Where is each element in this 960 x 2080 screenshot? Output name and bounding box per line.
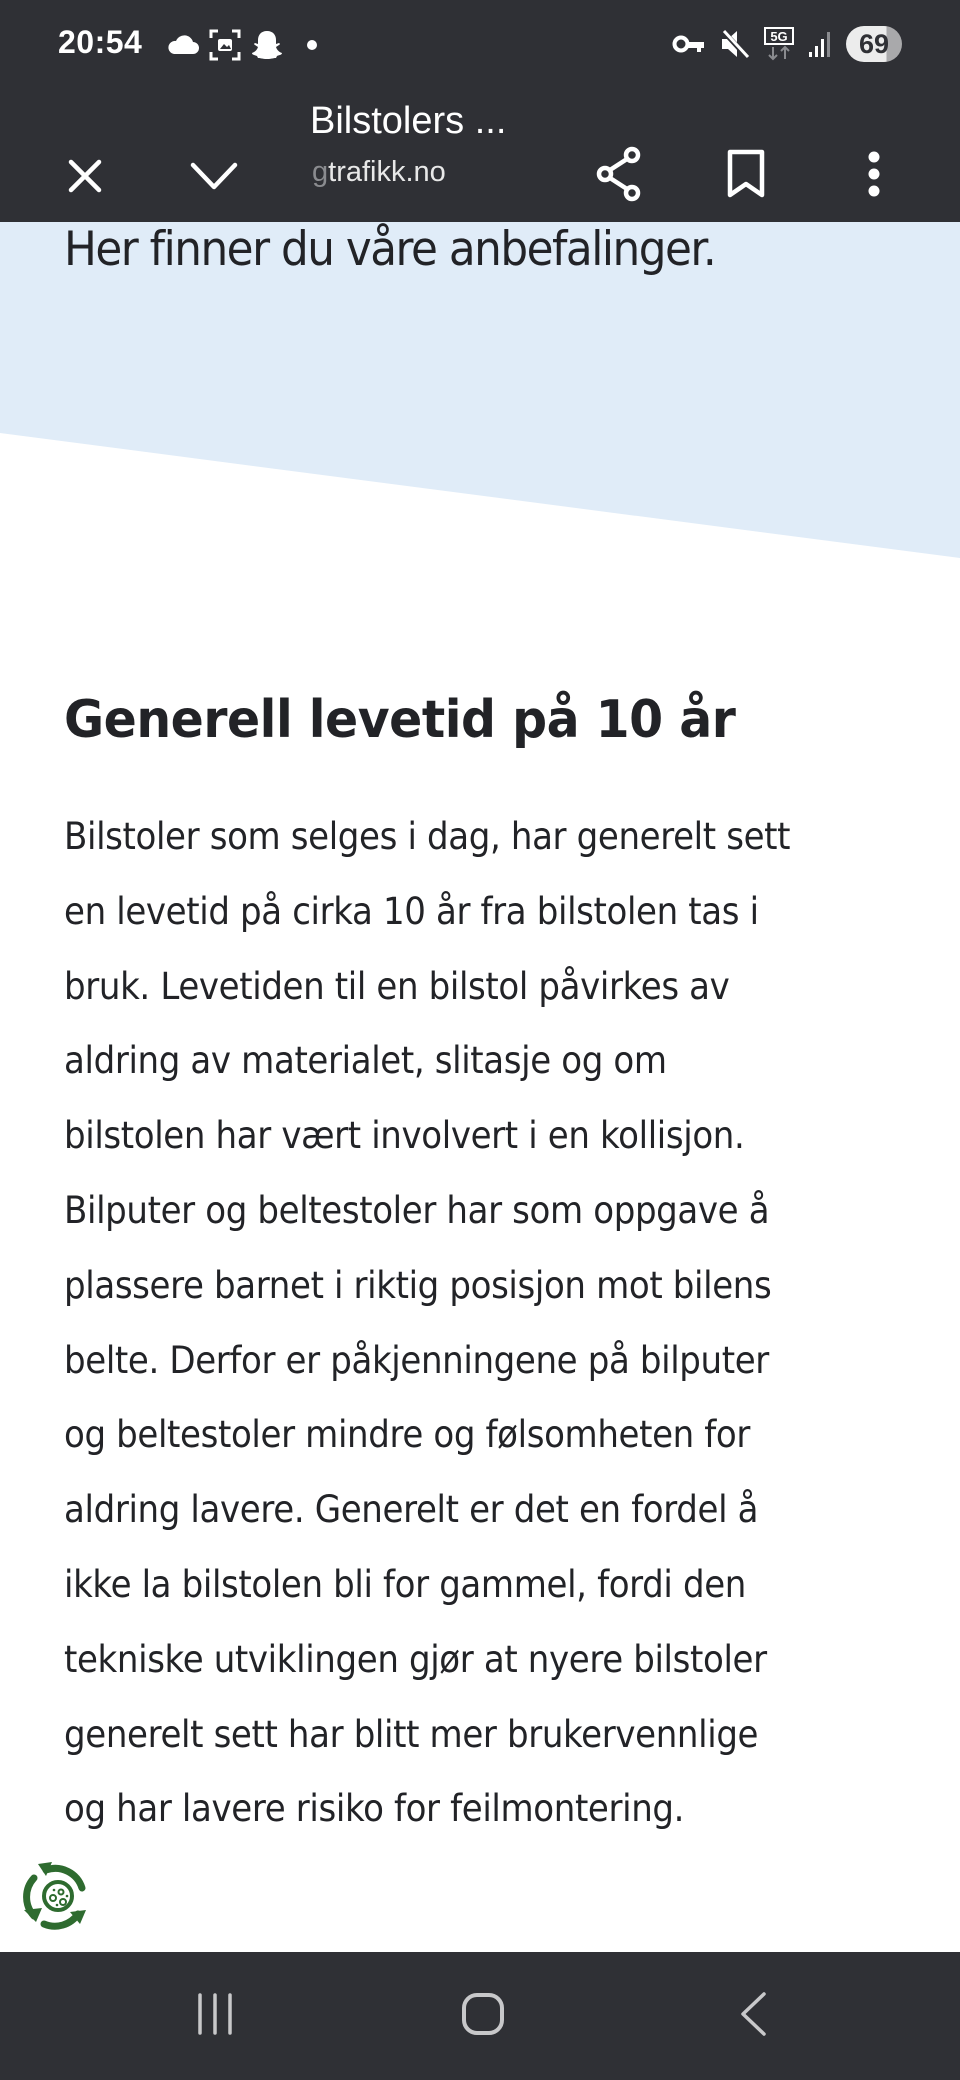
page-title: Bilstolers ...	[310, 100, 507, 142]
article-line: og beltestoler mindre og følsomheten for	[64, 1413, 751, 1457]
article-line: og har lavere risiko for feilmontering.	[64, 1787, 685, 1831]
status-right-icons	[672, 26, 902, 62]
custom-tab-toolbar	[0, 94, 960, 222]
article-line: tekniske utviklingen gjør at nyere bilstoler	[64, 1637, 767, 1681]
signal-icon	[808, 30, 832, 58]
status-time: 20:54	[58, 24, 143, 60]
screenshot-icon	[208, 28, 242, 62]
bookmark-icon	[726, 149, 766, 203]
more-vert-icon	[867, 151, 881, 201]
article-line: generelt sett har blitt mer brukervennlige	[64, 1712, 759, 1756]
chevron-down-icon	[190, 161, 238, 195]
notification-dot-icon	[306, 39, 318, 51]
article-line: aldring av materialet, slitasje og om	[64, 1039, 667, 1083]
close-icon	[65, 156, 105, 200]
system-nav-bar	[0, 1952, 960, 2080]
vpn-key-icon	[672, 33, 706, 55]
share-icon	[594, 146, 644, 206]
minimize-button[interactable]	[182, 146, 246, 210]
article-line: Bilstoler som selges i dag, har generelt sett	[64, 815, 791, 858]
cloud-icon	[166, 34, 200, 56]
article-line: bruk. Levetiden til en bilstol påvirkes av	[64, 964, 730, 1008]
article-line: belte. Derfor er påkjenningene på bilputer	[64, 1338, 769, 1382]
recents-button[interactable]	[170, 1980, 260, 2052]
cookie-settings-button[interactable]	[16, 1856, 96, 1936]
home-icon	[461, 1992, 505, 2040]
battery-indicator: 69	[846, 26, 902, 62]
article-line: bilstolen har vært involvert i en kollisjon.	[64, 1114, 745, 1158]
snapchat-ghost-icon	[250, 28, 284, 62]
url-fade-prefix: g	[312, 156, 329, 188]
status-bar	[0, 0, 960, 94]
url-domain: trafikk.no	[328, 156, 446, 188]
article-line: en levetid på cirka 10 år fra bilstolen tas i	[64, 889, 759, 933]
article-body	[64, 800, 944, 1847]
share-button[interactable]	[587, 144, 651, 208]
hero-text: Her finner du våre anbefalinger.	[64, 222, 716, 277]
recents-icon	[193, 1992, 237, 2040]
article-line: ikke la bilstolen bli for gammel, fordi den	[64, 1562, 746, 1606]
page-url[interactable]	[312, 156, 446, 189]
status-left-icons	[166, 28, 318, 62]
article-heading: Generell levetid på 10 år	[64, 690, 736, 750]
back-icon	[738, 1991, 768, 2041]
svg-text:5G: 5G	[770, 29, 788, 44]
close-button[interactable]	[53, 146, 117, 210]
5g-data-icon	[764, 27, 794, 61]
home-button[interactable]	[438, 1980, 528, 2052]
article-line: plassere barnet i riktig posisjon mot bilens	[64, 1263, 772, 1307]
more-options-button[interactable]	[842, 144, 906, 208]
article-line: Bilputer og beltestoler har som oppgave å	[64, 1188, 770, 1232]
article-line: aldring lavere. Generelt er det en fordel å	[64, 1488, 759, 1532]
bookmark-button[interactable]	[714, 144, 778, 208]
mute-icon	[720, 28, 750, 60]
back-button[interactable]	[708, 1980, 798, 2052]
recycle-cookie-icon	[16, 1921, 96, 1940]
